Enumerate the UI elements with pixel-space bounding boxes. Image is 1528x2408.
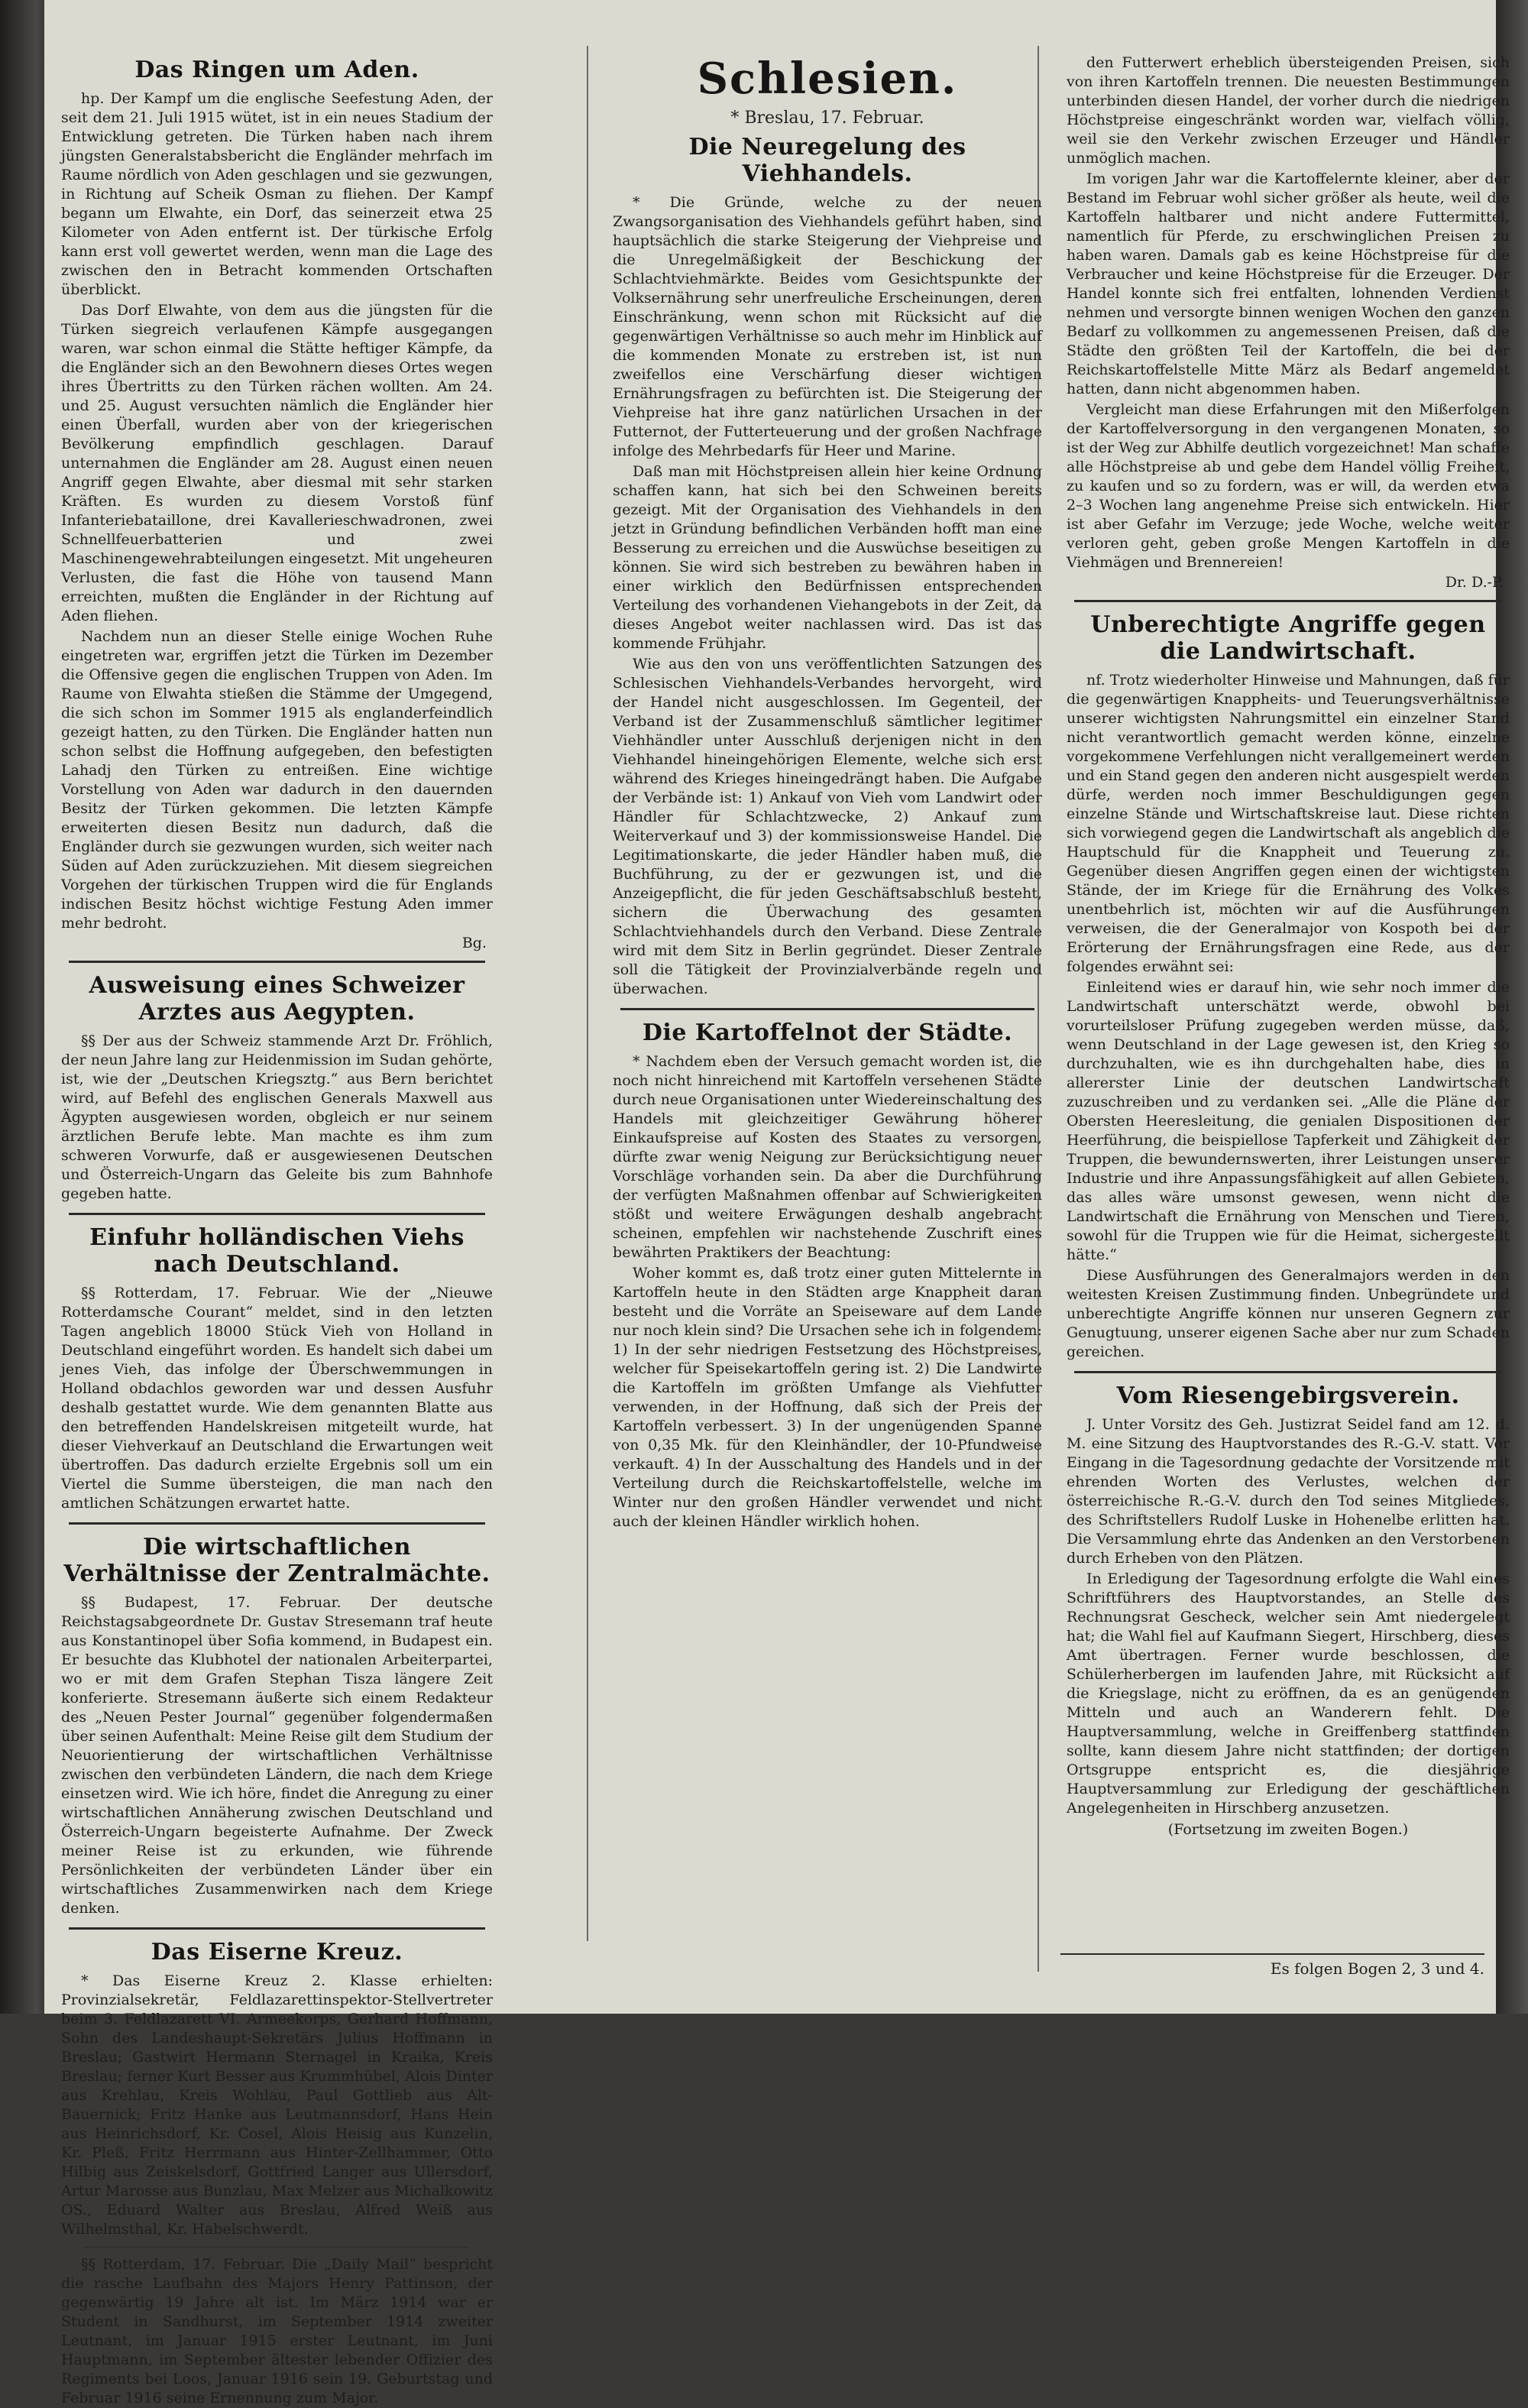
section-divider xyxy=(620,1008,1034,1010)
article-paragraph: §§ Budapest, 17. Februar. Der deutsche Reichstagsabgeordnete Dr. Gustav Stresemann traf heute aus Konstantinopel über Sofia kommend, in Budapest ein. Er besuchte das Klubhotel der nationalen Arbeiterpartei, wo er mit dem Grafen Stephan Tisza längere Zeit konferierte. Stresemann äußerte sich einem Redakteur des „Neuen Pester Journal“ gegenüber folgendermaßen über seinen Aufenthalt: Meine Reise gilt dem Studium der Neuorientierung der wirtschaftlichen Verhältnisse zwischen den verbündeten Ländern, die nach dem Kriege einsetzen wird. Wie ich höre, findet die Anregung zu einer wirtschaftlichen Annäherung zwischen Deutschland und Österreich-Ungarn begeisterte Aufnahme. Der Zweck meiner Reise ist zu erkunden, wie führende Persönlichkeiten der verbündeten Länder über ein wirtschaftliches Zusammenwirken nach dem Kriege denken. xyxy=(61,1594,493,1917)
section-divider xyxy=(1074,1371,1502,1373)
author-signature: Dr. D.-P. xyxy=(1445,574,1504,591)
article-title: Die wirtschaftlichen Verhältnisse der Zentralmächte. xyxy=(63,1534,490,1587)
article-paragraph: Daß man mit Höchstpreisen allein hier keine Ordnung schaffen kann, hat sich bei den Schweinen bereits gezeigt. Mit der Organisation des Viehhandels in den jetzt in Gründung befindlichen Verbänden hofft man eine Besserung zu erreichen und die Auswüchse beseitigen zu können. Sie wird sich bestreben zu bewähren haben in einer wirklich den Bedürfnissen entsprechenden Verteilung des vorhandenen Viehangebots in der Zeit, da dieses Angebot weiter nachlassen wird. Das ist das kommende Frühjahr. xyxy=(613,463,1042,652)
article-paragraph: J. Unter Vorsitz des Geh. Justizrat Seidel fand am 12. d. M. eine Sitzung des Hauptvorstandes des R.-G.-V. statt. Vor Eingang in die Tagesordnung gedachte der Vorsitzende mit ehrenden Worten des Verlustes, welchen der österreichische R.-G.-V. durch den Tod seines Mitgliedes, des Schriftstellers Rudolf Luske in Hohenelbe erlitten hat. Die Versammlung ehrte das Andenken an den Verstorbenen durch Erheben von den Plätzen. xyxy=(1067,1416,1510,1567)
column-rule-left xyxy=(587,46,588,1941)
article-paragraph: nf. Trotz wiederholter Hinweise und Mahnungen, daß für die gegenwärtigen Knappheits- und Teuerungsverhältnisse unserer wichtigsten Nahrungsmittel ein einzelner Stand nicht verantwortlich gemacht werden könne, einzelne vorgekommene Verfehlungen nicht verallgemeinert werden und ein Stand gegen den anderen nicht ausgespielt werden dürfe, werden noch immer Beschuldigungen gegen einzelne Stände und Wirtschaftskreise laut. Diese richten sich vorwiegend gegen die Landwirtschaft als angeblich die Hauptschuld für die Knappheit und Teuerung zu. Gegenüber diesen Angriffen gegen einen der wichtigsten Stände, der im Kriege für die Ernährung des Volkes unentbehrlich ist, möchten wir auf die Ausführungen verweisen, die der Generalmajor von Kospoth bei der Erörterung der Ernährungsfragen eine Rede, aus der folgendes erwähnt sei: xyxy=(1067,672,1510,975)
article-paragraph: §§ Rotterdam, 17. Februar. Wie der „Nieuwe Rotterdamsche Courant“ meldet, sind in den letzten Tagen angeblich 18000 Stück Vieh von Holland in Deutschland eingeführt worden. Es handelt sich dabei um jenes Vieh, das infolge der Überschwemmungen in Holland obdachlos geworden war und dessen Ausfuhr deshalb gestattet wurde. Wie dem genannten Blatte aus den betreffenden Handelskreisen mitgeteilt wurde, hat dieser Viehverkauf an Deutschland die Erwartungen weit übertroffen. Das dadurch erzielte Ergebnis soll um ein Viertel die Summe übersteigen, die man nach den amtlichen Schätzungen erwartet hatte. xyxy=(61,1285,493,1512)
article-schweizer-arzt xyxy=(61,972,493,1204)
section-divider xyxy=(69,1522,485,1525)
newspaper-page xyxy=(44,0,1510,2406)
article-paragraph: §§ Der aus der Schweiz stammende Arzt Dr. Fröhlich, der neun Jahre lang zur Heidenmission im Sudan gehörte, ist, wie der „Deutschen Kriegsztg.“ aus Bern berichtet wird, auf Befehl des englischen Generals Maxwell aus Ägypten ausgewiesen worden, obgleich er nur seinem ärztlichen Berufe lebte. Man machte es ihm zum schweren Vorwurfe, daß er ausgewiesenen Deutschen und Österreich-Ungarn das Geleite bis zum Bahnhofe gegeben hatte. xyxy=(61,1032,493,1202)
column-2 xyxy=(601,53,1054,1872)
article-paragraph: Diese Ausführungen des Generalmajors werden in den weitesten Kreisen Zustimmung finden. Unbegründete und unberechtigte Angriffe können nur unseren Gegnern zur Genugtuung, unserer eigenen Sache aber nur zum Schaden gereichen. xyxy=(1067,1267,1510,1360)
article-title: Ausweisung eines Schweizer Arztes aus Aegypten. xyxy=(89,972,465,1026)
article-vieh-einfuhr xyxy=(61,1224,493,1513)
article-title: Die Kartoffelnot der Städte. xyxy=(642,1019,1013,1046)
article-paragraph: * Das Eiserne Kreuz 2. Klasse erhielten: Provinzialsekretär, Feldlazarettinspektor-Stellvertreter beim 3. Feldlazarett VI. Armeekorps, Gerhard Hoffmann, Sohn des Landeshaupt-Sekretärs Julius Hoffmann in Breslau; Gastwirt Hermann Sternagel in Kraika, Kreis Breslau; ferner Kurt Besser aus Krummhübel, Alois Dinter aus Krehlau, Kreis Wohlau, Paul Gottlieb aus Alt-Bauernick; Fritz Hanke aus Leutmannsdorf, Hans Hein aus Heinrichsdorf, Kr. Cosel, Alois Heisig aus Kunzelin, Kr. Pleß, Fritz Herrmann aus Hinter-Zellhammer, Otto Hilbig aus Zeiskelsdorf, Gottfried Langer aus Ullersdorf, Artur Marosse aus Bunzlau, Max Melzer aus Michalkowitz OS., Eduard Walter aus Breslau, Alfred Weiß aus Wilhelmsthal, Kr. Habelschwerdt. xyxy=(61,1972,493,2238)
section-divider xyxy=(69,961,485,963)
minor-divider xyxy=(84,2247,470,2248)
article-paragraph: den Futterwert erheblich übersteigenden Preisen, sich von ihren Kartoffeln trennen. Die neuesten Bestimmungen unterbinden diesen Handel, der vorher durch die niedrigen Höchstpreise eingeschränkt worden war, vielfach völlig, weil sie den Verkehr zwischen Erzeuger und Händler unmöglich machen. xyxy=(1067,54,1510,167)
column-1 xyxy=(44,53,507,2406)
article-paragraph: Das Dorf Elwahte, von dem aus die jüngsten für die Türken siegreich verlaufenen Kämpfe ausgegangen waren, war schon einmal die Stätte heftiger Kämpfe, da die Engländer sich an den Bewohnern dieses Ortes wegen ihres Übertritts zu den Türken rächen wollten. Am 24. und 25. August versuchten nämlich die Engländer hier einen Überfall, wurden aber von der kriegerischen Bevölkerung empfindlich geschlagen. Darauf unternahmen die Engländer am 28. August einen neuen Angriff gegen Elwahte, aber diesmal mit sehr starken Kräften. Es wurden zu diesem Vorstoß fünf Infanteriebataillone, drei Kavallerieschwadronen, zwei Schnellfeuerbatterien und zwei Maschinengewehrabteilungen eingesetzt. Mit ungeheuren Verlusten, die fast die Höhe von tausend Mann erreichten, mußten die Engländer in der Richtung auf Aden fliehen. xyxy=(61,302,493,624)
article-paragraph: Im vorigen Jahr war die Kartoffelernte kleiner, aber der Bestand im Februar wohl sicher größer als heute, weil die Kartoffeln haltbarer und nicht andere Futtermittel, namentlich für Pferde, zu erschwinglichen Preisen zu haben waren. Damals gab es keine Höchstpreise für die Verbraucher und keine Höchstpreise für die Erzeuger. Der Handel konnte sich frei entfalten, lohnenden Verdienst nehmen und versorgte binnen wenigen Wochen den ganzen Bedarf zu vollkommen zu angemessenen Preisen, daß die Städte den größten Teil der Kartoffeln, die bei der Reichskartoffelstelle Mitte März als Bedarf angemeldet hatten, dann nicht abgenommen haben. xyxy=(1067,170,1510,397)
article-paragraph: Einleitend wies er darauf hin, wie sehr noch immer die Landwirtschaft unterschätzt werde, obwohl bei vorurteilsloser Prüfung zugegeben werden müsse, daß, wenn Deutschland in der Lage gewesen ist, den Krieg so durchzuhalten, wie es ihn durchgehalten habe, dies in allererster Linie der deutschen Landwirtschaft zuzuschreiben und zu verdanken sei. „Alle die Pläne der Obersten Heeresleitung, die genialen Dispositionen der Heerführung, die beispiellose Tapferkeit und Zähigkeit der Truppen, die bewundernswerten, ihrer Leistungen unserer Industrie und ihre Anpassungsfähigkeit auf allen Gebieten, das alles wäre umsonst gewesen, wenn nicht die Landwirtschaft die Ernährung von Menschen und Tieren, sowohl für die Truppen wie für die Heimat, sichergestellt hätte.“ xyxy=(1067,979,1510,1263)
article-title: Das Eiserne Kreuz. xyxy=(151,1939,403,1966)
column-3 xyxy=(1053,53,1520,1979)
article-eiserne-kreuz xyxy=(61,1939,493,2408)
article-viehhandel xyxy=(613,134,1042,999)
author-signature: Bg. xyxy=(461,935,487,951)
article-kartoffelnot xyxy=(613,1019,1042,1531)
article-title: Vom Riesengebirgsverein. xyxy=(1116,1382,1460,1409)
article-title: Unberechtigte Angriffe gegen die Landwirtschaft. xyxy=(1090,611,1486,665)
continuation-note: (Fortsetzung im zweiten Bogen.) xyxy=(1167,1821,1409,1838)
article-paragraph: * Nachdem eben der Versuch gemacht worden ist, die noch nicht hinreichend mit Kartoffeln versehenen Städte durch neue Organisationen unter Wiedereinschaltung des Handels mit gleichzeitiger Gewährung höherer Einkaufspreise auf Kosten des Staates zu versorgen, dürfte zwar wenig Neigung zur Berücksichtigung neuer Vorschläge vorhanden sein. Da aber die Durchführung der verfügten Maßnahmen offenbar auf Schwierigkeiten stößt und weitere Erwägungen deshalb angebracht scheinen, empfehlen wir nachstehende Zuschrift eines bewährten Praktikers der Beachtung: xyxy=(613,1053,1042,1261)
article-title: Die Neuregelung des Viehhandels. xyxy=(688,134,966,187)
page-footer-note: Es folgen Bogen 2, 3 und 4. xyxy=(1060,1953,1484,1978)
article-riesengebirgsverein xyxy=(1067,1382,1510,1838)
article-kartoffel-continuation xyxy=(1067,53,1510,591)
article-paragraph: Wie aus den von uns veröffentlichten Satzungen des Schlesischen Viehhandels-Verbandes hervorgeht, wird der Handel nicht ausgeschlossen. Im Gegenteil, der Verband ist der Zusammenschluß sämtlicher legitimer Viehhändler unter Ausschluß derjenigen nicht in den Viehhandel hineingehörigen Elemente, welche sich erst während des Krieges hineingedrängt haben. Die Aufgabe der Verbände ist: 1) Ankauf von Vieh vom Landwirt oder Händler für Schlachtzwecke, 2) Ankauf zum Weiterverkauf und 3) der kommissionsweise Handel. Die Legitimationskarte, die jeder Händler haben muß, die Buchführung, zu der er gezwungen ist, und die Anzeigepflicht, die für jeden Geschäftsabschluß besteht, sichern die Überwachung des gesamten Schlachtviehhandels durch den Verband. Diese Zentrale wird mit dem Sitz in Berlin gegründet. Dieser Zentrale soll die Tätigkeit der Provinzialverbände regeln und überwachen. xyxy=(613,656,1042,997)
article-paragraph: hp. Der Kampf um die englische Seefestung Aden, der seit dem 21. Juli 1915 wütet, ist in ein neues Stadium der Entwicklung getreten. Die Türken haben nach ihrem jüngsten Generalstabsbericht die Engländer mehrfach im Raume nördlich von Aden geschlagen und sie gezwungen, in Richtung auf Scheik Osman zu fliehen. Der Kampf begann um Elwahte, ein Dorf, das seinerzeit etwa 25 Kilometer von Aden entfernt ist. Der türkische Erfolg kann erst voll gewertet werden, wenn man die Lage des zwischen den in Betracht kommenden Ortschaften überblickt. xyxy=(61,90,493,298)
article-aden xyxy=(61,57,493,951)
section-heading: Schlesien. xyxy=(697,53,958,104)
dateline: * Breslau, 17. Februar. xyxy=(730,109,924,128)
article-zentralmaechte xyxy=(61,1534,493,1918)
article-paragraph: Vergleicht man diese Erfahrungen mit den Mißerfolgen der Kartoffelversorgung in den vergangenen Monaten, so ist der Weg zur Abhilfe deutlich vorgezeichnet! Man schaffe alle Höchstpreise ab und gebe dem Handel völlig Freiheit, zu kaufen und so zu fordern, was er will, da werden etwa 2–3 Wochen lang angenehme Preise sich entwickeln. Hier ist aber Gefahr im Verzuge; jede Woche, welche weiter verloren geht, geben große Mengen Kartoffeln in die Viehmägen und Brennereien! xyxy=(1067,401,1510,571)
article-landwirtschaft xyxy=(1067,611,1510,1362)
article-title: Einfuhr holländischen Viehs nach Deutschland. xyxy=(89,1224,465,1278)
article-paragraph: In Erledigung der Tagesordnung erfolgte die Wahl eines Schriftführers des Hauptvorstandes, an Stelle des Rechnungsrat Gescheck, welcher sein Amt niedergelegt hat; die Wahl fiel auf Kaufmann Siegert, Hirschberg, dieses Amt übertragen. Ferner wurde beschlossen, die Schülerherbergen im laufenden Jahre, mit Rücksicht auf die Kriegslage, nicht zu eröffnen, da es an genügenden Mitteln und auch an Wanderern fehlt. Die Hauptversammlung, welche in Greiffenberg stattfinden sollte, kann diesem Jahre nicht stattfinden; der dortigen Ortsgruppe entspricht es, die diesjährige Hauptversammlung zur Erledigung der geschäftlichen Angelegenheiten in Hirschberg anzusetzen. xyxy=(1067,1570,1510,1817)
section-divider xyxy=(69,1213,485,1215)
article-paragraph: Woher kommt es, daß trotz einer guten Mittelernte in Kartoffeln heute in den Städten arge Knappheit daran besteht und die Vorräte an Speiseware auf dem Lande nur noch klein sind? Die Ursachen sehe ich in folgendem: 1) In der sehr niedrigen Festsetzung des Höchstpreises, welcher für Speisekartoffeln gering ist. 2) Die Landwirte die Kartoffeln im größten Umfange als Viehfutter verwenden, in der Hoffnung, daß sich der Preis der Kartoffeln verbessert. 3) In der ungenügenden Spanne von 0,35 Mk. für den Kleinhändler, der 10-Pfundweise verkauft. 4) In der Ausschaltung des Handels und in der Verteilung durch die Reichskartoffelstelle, welche im Winter nur den großen Händler verwendet und nicht auch der kleinen Händler wirklich hohen. xyxy=(613,1265,1042,1530)
section-divider xyxy=(69,1927,485,1930)
section-divider xyxy=(1074,600,1502,602)
article-paragraph: §§ Rotterdam, 17. Februar. Die „Daily Mail“ bespricht die rasche Laufbahn des Majors Henry Pattinson, der gegenwärtig 19 Jahre alt ist. Im März 1914 war er Student in Sandhurst, im September 1914 zweiter Leutnant, im Januar 1915 erster Leutnant, im Juni Hauptmann, im September ältester lebender Offizier des Regiments bei Loos, Januar 1916 sein 19. Geburtstag und Februar 1916 seine Ernennung zum Major. xyxy=(61,2256,493,2406)
article-title: Das Ringen um Aden. xyxy=(134,57,419,83)
article-paragraph: * Die Gründe, welche zu der neuen Zwangsorganisation des Viehhandels geführt haben, sind hauptsächlich die starke Steigerung der Viehpreise und die Unregelmäßigkeit der Beschickung der Schlachtviehmärkte. Beides vom Gesichtspunkte der Volksernährung sehr unerfreuliche Erscheinungen, deren Einschränkung, wenn schon mit Rücksicht auf die gegenwärtigen Verhältnisse so auch mehr im Hinblick auf die kommenden Monate zu erstreben ist, ist nun zweifellos eine Verschärfung dieser wichtigen Ernährungsfragen zu befürchten ist. Die Steigerung der Viehpreise hat ihre ganz natürlichen Ursachen in der Futternot, der Futterteuerung und der großen Nachfrage infolge des Mehrbedarfs für Heer und Marine. xyxy=(613,194,1042,459)
article-paragraph: Nachdem nun an dieser Stelle einige Wochen Ruhe eingetreten war, ergriffen jetzt die Türken im Dezember die Offensive gegen die englischen Truppen von Aden. Im Raume von Elwahta stießen die Stämme der Umgegend, die sich schon im Sommer 1915 als englanderfeindlich gezeigt hatten, zu den Türken. Die Engländer hatten nun schon selbst die Hoffnung aufgegeben, den befestigten Lahadj den Türken zu entreißen. Eine wichtige Vorstellung von Aden war dadurch in den dauernden Besitz der Türken gekommen. Die letzten Kämpfe erweiterten diesen Besitz nun dadurch, daß die Engländer durch sie gezwungen wurden, sich weiter nach Süden auf Aden zurückzuziehen. Mit diesem siegreichen Vorgehen der türkischen Truppen wird die für Englands indischen Besitz höchst wichtige Festung Aden immer mehr bedroht. xyxy=(61,628,493,932)
